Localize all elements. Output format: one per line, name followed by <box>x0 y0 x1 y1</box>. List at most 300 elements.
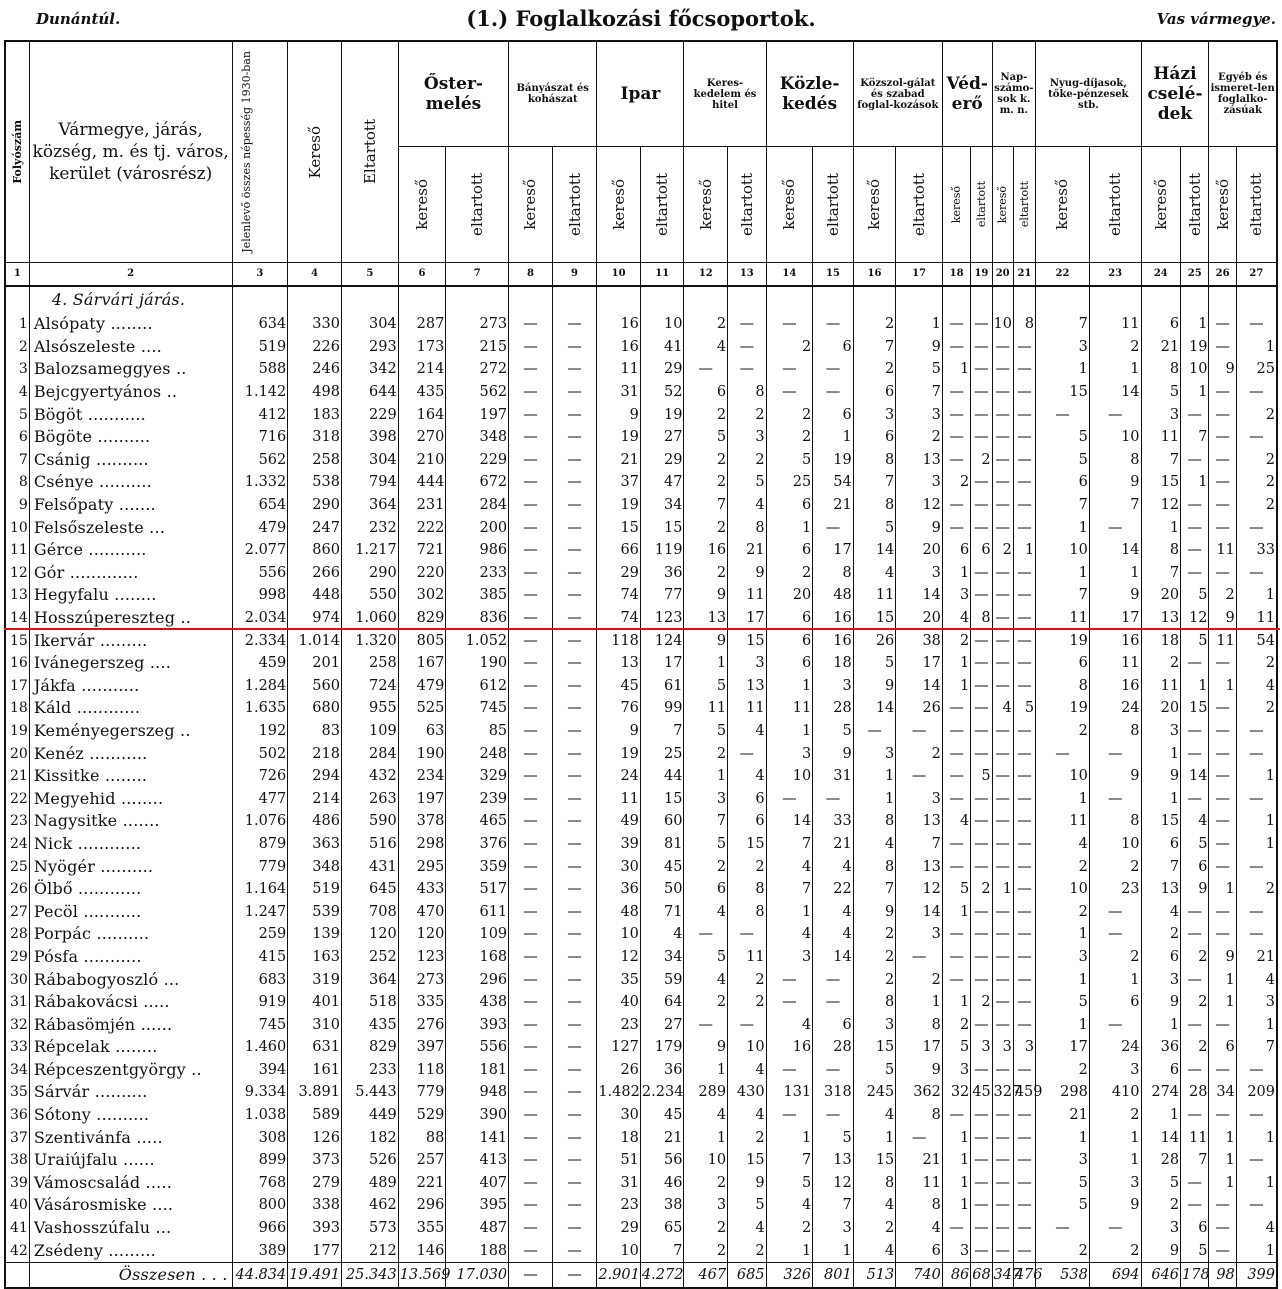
empty-cell <box>1036 286 1090 313</box>
data-cell: 161 <box>288 1059 342 1082</box>
data-cell: — <box>971 629 992 652</box>
data-cell: 13 <box>728 675 767 698</box>
data-cell: 1.052 <box>446 629 509 652</box>
data-cell: — <box>509 584 553 607</box>
header-region: Dunántúl. <box>36 10 121 28</box>
data-cell: 3 <box>1141 720 1181 743</box>
data-cell: 5 <box>853 652 896 675</box>
column-number: 13 <box>728 263 767 287</box>
data-cell: — <box>971 381 992 404</box>
table-row <box>5 494 1277 517</box>
data-cell: 2 <box>1089 1239 1141 1262</box>
data-cell: 310 <box>288 1013 342 1036</box>
data-cell: 395 <box>446 1194 509 1217</box>
data-cell: 9 <box>896 516 943 539</box>
data-cell: 1 <box>1236 765 1277 788</box>
place-name: Bögöt ........... <box>29 403 232 426</box>
data-cell: — <box>552 946 597 969</box>
data-cell: 188 <box>446 1239 509 1262</box>
data-cell: 1 <box>1209 1149 1236 1172</box>
place-name: Balozsameggyes .. <box>29 358 232 381</box>
data-cell: 1 <box>1036 516 1090 539</box>
data-cell: 467 <box>684 1262 728 1288</box>
table-row <box>5 1239 1277 1262</box>
data-cell: — <box>971 720 992 743</box>
data-cell: 7 <box>853 336 896 359</box>
data-cell: — <box>992 991 1013 1014</box>
data-cell: 1 <box>1236 833 1277 856</box>
data-cell: 1 <box>1141 1104 1181 1127</box>
data-cell: 36 <box>640 1059 684 1082</box>
data-cell: 8 <box>728 516 767 539</box>
table-row <box>5 1194 1277 1217</box>
data-cell: 355 <box>398 1217 446 1240</box>
data-cell: — <box>552 968 597 991</box>
data-cell: 462 <box>341 1194 398 1217</box>
data-cell: 31 <box>597 381 641 404</box>
data-cell: — <box>1181 1013 1209 1036</box>
data-cell: 2 <box>1236 449 1277 472</box>
data-cell: — <box>552 1149 597 1172</box>
data-cell: 3 <box>971 1036 992 1059</box>
data-cell: — <box>1181 1059 1209 1082</box>
data-cell: 6 <box>942 539 970 562</box>
data-cell: 430 <box>728 1081 767 1104</box>
data-cell: 1 <box>853 1126 896 1149</box>
data-cell: 11 <box>1089 313 1141 336</box>
data-cell: — <box>509 403 553 426</box>
column-number: 8 <box>509 263 553 287</box>
place-name: Rábasömjén ...... <box>29 1013 232 1036</box>
data-cell: — <box>942 946 970 969</box>
column-number: 4 <box>288 263 342 287</box>
data-cell: 21 <box>896 1149 943 1172</box>
table-row <box>5 1013 1277 1036</box>
data-cell: — <box>552 1126 597 1149</box>
data-cell: — <box>942 449 970 472</box>
data-cell: 6 <box>1181 1217 1209 1240</box>
data-cell: — <box>509 1172 553 1195</box>
data-cell: 1 <box>1141 742 1181 765</box>
data-cell: 435 <box>341 1013 398 1036</box>
data-cell: 118 <box>398 1059 446 1082</box>
data-cell: 560 <box>288 675 342 698</box>
data-cell: 11 <box>728 946 767 969</box>
data-cell: — <box>766 1059 813 1082</box>
data-cell: — <box>552 833 597 856</box>
table-row <box>5 449 1277 472</box>
data-cell: 2 <box>896 426 943 449</box>
data-cell: 146 <box>398 1239 446 1262</box>
data-cell: — <box>552 855 597 878</box>
data-cell: — <box>552 675 597 698</box>
data-cell: — <box>552 720 597 743</box>
data-cell: — <box>1236 381 1277 404</box>
table-row <box>5 381 1277 404</box>
data-cell: — <box>813 313 854 336</box>
data-cell: 34 <box>640 494 684 517</box>
data-cell: 177 <box>288 1239 342 1262</box>
row-number: 20 <box>5 742 29 765</box>
data-cell: — <box>766 381 813 404</box>
data-cell: — <box>942 833 970 856</box>
data-cell: 293 <box>341 336 398 359</box>
data-cell: 4 <box>728 1104 767 1127</box>
data-cell: 9 <box>1141 991 1181 1014</box>
data-cell: 29 <box>640 358 684 381</box>
data-cell: 289 <box>684 1081 728 1104</box>
data-cell: 259 <box>232 923 288 946</box>
place-name: Hegyfalu ........ <box>29 584 232 607</box>
data-cell: 54 <box>813 471 854 494</box>
table-row <box>5 675 1277 698</box>
data-cell: 24 <box>1089 697 1141 720</box>
row-number: 23 <box>5 810 29 833</box>
data-cell: — <box>509 923 553 946</box>
data-cell: 1 <box>1236 810 1277 833</box>
total-row <box>5 1262 1277 1288</box>
data-cell: 2 <box>853 1217 896 1240</box>
row-number: 11 <box>5 539 29 562</box>
data-cell: 15 <box>853 1149 896 1172</box>
data-cell: 364 <box>341 968 398 991</box>
data-cell: 5 <box>942 878 970 901</box>
data-cell: 3 <box>1036 1149 1090 1172</box>
data-cell: — <box>1013 1013 1035 1036</box>
data-cell: 573 <box>341 1217 398 1240</box>
data-cell: — <box>552 923 597 946</box>
data-cell: 20 <box>1141 584 1181 607</box>
data-cell: 197 <box>446 403 509 426</box>
data-cell: 4 <box>853 1239 896 1262</box>
data-cell: 64 <box>640 991 684 1014</box>
table-row <box>5 1172 1277 1195</box>
data-cell: 3 <box>853 742 896 765</box>
data-cell: — <box>509 1149 553 1172</box>
data-cell: 1 <box>1036 968 1090 991</box>
data-cell: 10 <box>992 313 1013 336</box>
row-number: 37 <box>5 1126 29 1149</box>
data-cell: 1 <box>1036 1013 1090 1036</box>
place-name: Pósfa ........... <box>29 946 232 969</box>
data-cell: 1 <box>942 1149 970 1172</box>
data-cell: 1 <box>1141 516 1181 539</box>
data-cell: 8 <box>1089 449 1141 472</box>
data-cell: 2 <box>766 336 813 359</box>
data-cell: — <box>552 336 597 359</box>
data-cell: 276 <box>398 1013 446 1036</box>
data-cell: 1 <box>1036 358 1090 381</box>
data-cell: — <box>1209 449 1236 472</box>
data-cell: 401 <box>288 991 342 1014</box>
data-cell: 3.891 <box>288 1081 342 1104</box>
empty-cell <box>509 286 553 313</box>
data-cell: — <box>1236 1149 1277 1172</box>
data-cell: 131 <box>766 1081 813 1104</box>
data-cell: 13 <box>597 652 641 675</box>
data-cell: 433 <box>398 878 446 901</box>
data-cell: — <box>992 403 1013 426</box>
row-number: 8 <box>5 471 29 494</box>
data-cell: 2 <box>896 742 943 765</box>
data-cell: 16 <box>813 629 854 652</box>
data-cell: 6 <box>728 810 767 833</box>
data-cell: 2 <box>971 449 992 472</box>
data-cell: 2 <box>1236 494 1277 517</box>
data-cell: 66 <box>597 539 641 562</box>
data-cell: 16 <box>684 539 728 562</box>
column-number: 26 <box>1209 263 1236 287</box>
row-number: 27 <box>5 900 29 923</box>
data-cell: — <box>992 765 1013 788</box>
data-cell: — <box>992 1172 1013 1195</box>
data-cell: — <box>1013 923 1035 946</box>
data-cell: 27 <box>640 426 684 449</box>
data-cell: — <box>971 946 992 969</box>
data-cell: 1 <box>1036 1126 1090 1149</box>
data-cell: — <box>509 539 553 562</box>
data-cell: — <box>971 358 992 381</box>
data-cell: 1 <box>766 516 813 539</box>
data-cell: 393 <box>446 1013 509 1036</box>
data-cell: 6 <box>813 1013 854 1036</box>
data-cell: 948 <box>446 1081 509 1104</box>
data-cell: 498 <box>288 381 342 404</box>
data-cell: 26 <box>853 629 896 652</box>
data-cell: 6 <box>684 381 728 404</box>
data-cell: 6 <box>853 381 896 404</box>
row-number: 12 <box>5 562 29 585</box>
data-cell: 3 <box>1036 946 1090 969</box>
data-cell: 11 <box>684 697 728 720</box>
empty-cell <box>232 286 288 313</box>
data-cell: 22 <box>813 878 854 901</box>
data-cell: 3 <box>1141 403 1181 426</box>
empty-cell <box>813 286 854 313</box>
data-cell: — <box>1089 742 1141 765</box>
data-cell: 7 <box>1036 584 1090 607</box>
data-cell: — <box>552 1081 597 1104</box>
data-cell: 290 <box>341 562 398 585</box>
data-cell: 7 <box>640 1239 684 1262</box>
data-cell: — <box>942 516 970 539</box>
data-cell: 36 <box>597 878 641 901</box>
data-cell: — <box>509 1104 553 1127</box>
row-number: 3 <box>5 358 29 381</box>
subheader-keres-10: kereső <box>1141 147 1181 263</box>
table-row <box>5 1036 1277 1059</box>
row-number: 14 <box>5 607 29 630</box>
data-cell: 10 <box>640 313 684 336</box>
data-cell: 390 <box>446 1104 509 1127</box>
place-name: Vámoscsalád ..... <box>29 1172 232 1195</box>
table-row <box>5 810 1277 833</box>
data-cell: 1 <box>766 720 813 743</box>
data-cell: 32 <box>942 1081 970 1104</box>
data-cell: 34 <box>640 946 684 969</box>
data-cell: — <box>942 855 970 878</box>
data-cell: 1 <box>1236 1239 1277 1262</box>
data-cell: — <box>992 900 1013 923</box>
data-cell: 1 <box>1209 675 1236 698</box>
subheader-eltart-7: eltartott <box>971 147 992 263</box>
data-cell: — <box>1209 1059 1236 1082</box>
subheader-keres-5: kereső <box>766 147 813 263</box>
row-number: 21 <box>5 765 29 788</box>
place-name: Nick ............ <box>29 833 232 856</box>
data-cell: 432 <box>341 765 398 788</box>
place-name: Porpác .......... <box>29 923 232 946</box>
data-cell: 319 <box>288 968 342 991</box>
data-cell: 25 <box>640 742 684 765</box>
rowno-header: Folyószám <box>5 41 29 263</box>
column-number: 23 <box>1089 263 1141 287</box>
data-cell: 212 <box>341 1239 398 1262</box>
data-cell: 1 <box>766 900 813 923</box>
data-cell: 4 <box>728 1059 767 1082</box>
data-cell: 9 <box>813 742 854 765</box>
data-cell: 1 <box>1181 675 1209 698</box>
data-cell: 2 <box>992 539 1013 562</box>
data-cell: 48 <box>813 584 854 607</box>
data-cell: — <box>509 471 553 494</box>
data-cell: 9.334 <box>232 1081 288 1104</box>
data-cell: 7 <box>640 720 684 743</box>
data-cell: 63 <box>398 720 446 743</box>
data-cell: 26 <box>597 1059 641 1082</box>
table-row <box>5 358 1277 381</box>
data-cell: 16 <box>1089 629 1141 652</box>
data-cell: 4 <box>728 765 767 788</box>
data-cell: — <box>552 471 597 494</box>
data-cell: 4 <box>1141 900 1181 923</box>
data-cell: 263 <box>341 787 398 810</box>
data-cell: 296 <box>446 968 509 991</box>
data-cell: 302 <box>398 584 446 607</box>
data-cell: 4 <box>853 833 896 856</box>
place-name: Bögöte .......... <box>29 426 232 449</box>
data-cell: — <box>509 1194 553 1217</box>
data-cell: 7 <box>896 833 943 856</box>
data-cell: 3 <box>896 562 943 585</box>
data-cell: 4 <box>1236 675 1277 698</box>
data-cell: — <box>1089 900 1141 923</box>
data-cell: 1 <box>1236 1172 1277 1195</box>
data-cell: 10 <box>597 1239 641 1262</box>
data-cell: — <box>1209 403 1236 426</box>
data-cell: 5 <box>853 1059 896 1082</box>
data-cell: 5 <box>1141 381 1181 404</box>
data-cell: 258 <box>288 449 342 472</box>
data-cell: — <box>1236 900 1277 923</box>
data-cell: 2 <box>1209 584 1236 607</box>
data-cell: 1 <box>766 1239 813 1262</box>
data-cell: 10 <box>1181 358 1209 381</box>
data-cell: — <box>552 313 597 336</box>
data-cell: 304 <box>341 313 398 336</box>
data-cell: 287 <box>398 313 446 336</box>
data-cell: 398 <box>341 426 398 449</box>
data-cell: 1 <box>1209 968 1236 991</box>
data-cell: — <box>509 968 553 991</box>
data-cell: 2 <box>1236 403 1277 426</box>
data-cell: 5 <box>1036 449 1090 472</box>
data-cell: 479 <box>398 675 446 698</box>
data-cell: 1 <box>896 313 943 336</box>
data-cell: 7 <box>684 494 728 517</box>
table-row <box>5 1059 1277 1082</box>
population-header: Jelenlevő összes népesség 1930-ban <box>232 41 288 263</box>
data-cell: — <box>1013 810 1035 833</box>
data-cell: — <box>971 1217 992 1240</box>
data-cell: 222 <box>398 516 446 539</box>
table-row <box>5 629 1277 652</box>
data-cell: 740 <box>896 1262 943 1288</box>
data-cell: 4 <box>942 810 970 833</box>
table-row <box>5 1149 1277 1172</box>
data-cell: 1 <box>1089 358 1141 381</box>
data-cell: 60 <box>640 810 684 833</box>
data-cell: — <box>971 426 992 449</box>
data-cell: 8 <box>1089 810 1141 833</box>
table-row <box>5 946 1277 969</box>
data-cell: 347 <box>992 1262 1013 1288</box>
data-cell: 412 <box>232 403 288 426</box>
group-header-2: Bányászat és kohászat <box>509 41 597 147</box>
data-cell: — <box>1209 900 1236 923</box>
data-cell: — <box>1013 1059 1035 1082</box>
data-cell: 745 <box>232 1013 288 1036</box>
data-cell: 2 <box>1036 720 1090 743</box>
data-cell: 3 <box>853 403 896 426</box>
data-cell: 10 <box>597 923 641 946</box>
data-cell: 201 <box>288 652 342 675</box>
data-cell: 1 <box>1036 923 1090 946</box>
data-cell: 14 <box>896 584 943 607</box>
data-cell: 5 <box>813 720 854 743</box>
subheader-eltart-5: eltartott <box>813 147 854 263</box>
data-cell: — <box>992 1194 1013 1217</box>
data-cell: 724 <box>341 675 398 698</box>
data-cell: 2 <box>1036 1239 1090 1262</box>
data-cell: 397 <box>398 1036 446 1059</box>
data-cell: 257 <box>398 1149 446 1172</box>
group-header-7: Véd-erő <box>942 41 992 147</box>
column-number: 16 <box>853 263 896 287</box>
data-cell: 644 <box>341 381 398 404</box>
data-cell: — <box>509 1059 553 1082</box>
data-cell: 1 <box>1209 878 1236 901</box>
group-header-11: Egyéb és ismeret-len foglalko-zásúak <box>1209 41 1277 147</box>
data-cell: 246 <box>288 358 342 381</box>
data-cell: 2 <box>684 991 728 1014</box>
place-name: Ölbő ............ <box>29 878 232 901</box>
data-cell: 308 <box>232 1126 288 1149</box>
data-cell: — <box>1181 494 1209 517</box>
data-cell: — <box>971 1126 992 1149</box>
data-cell: 550 <box>341 584 398 607</box>
data-cell: — <box>509 652 553 675</box>
data-cell: 7 <box>766 1149 813 1172</box>
data-cell: 11 <box>728 584 767 607</box>
data-cell: 9 <box>684 629 728 652</box>
data-cell: 502 <box>232 742 288 765</box>
data-cell: 81 <box>640 833 684 856</box>
column-number: 21 <box>1013 263 1035 287</box>
data-cell: 2 <box>1089 336 1141 359</box>
data-cell: — <box>1013 516 1035 539</box>
data-cell: 17 <box>640 652 684 675</box>
